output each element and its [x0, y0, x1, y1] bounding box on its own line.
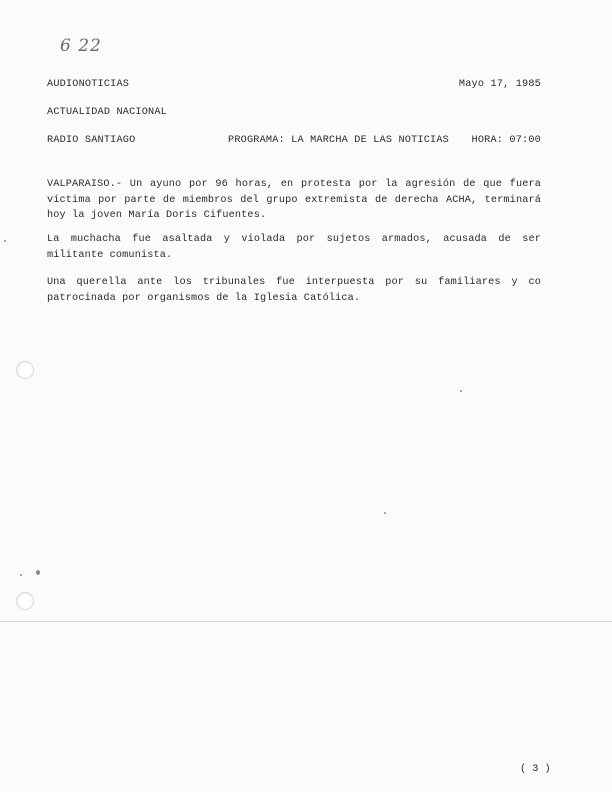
handwritten-note: 6 22 — [60, 36, 102, 56]
time-label: HORA: 07:00 — [471, 135, 541, 146]
paragraph-3: Una querella ante los tribunales fue interpuesta por su familiares y co patrocinada por organismos de la Iglesia Católica. — [47, 277, 541, 304]
scan-speck — [460, 390, 462, 392]
program-label: PROGRAMA: LA MARCHA DE LAS NOTICIAS — [228, 135, 449, 146]
paragraph-2: La muchacha fue asaltada y violada por sujetos armados, acusada de ser militante comunista. — [47, 234, 541, 261]
scan-speck — [384, 512, 386, 514]
fold-line — [0, 621, 612, 622]
punch-hole-bottom — [16, 592, 34, 610]
punch-hole-top — [16, 361, 34, 379]
section-label: ACTUALIDAD NACIONAL — [47, 107, 167, 118]
page-number: ( 3 ) — [520, 764, 551, 775]
scan-speck — [4, 240, 6, 242]
scan-speck — [36, 570, 40, 575]
document-date: Mayo 17, 1985 — [458, 79, 541, 90]
scan-speck — [20, 574, 22, 576]
source-label: AUDIONOTICIAS — [47, 79, 130, 90]
paragraph-1: VALPARAISO.- Un ayuno por 96 horas, en protesta por la agresión de que fuera víctima por parte de miembros del grupo extremista de derecha ACHA, terminará hoy la joven María Doris Cifuentes. — [47, 179, 541, 221]
station-label: RADIO SANTIAGO — [47, 135, 136, 146]
